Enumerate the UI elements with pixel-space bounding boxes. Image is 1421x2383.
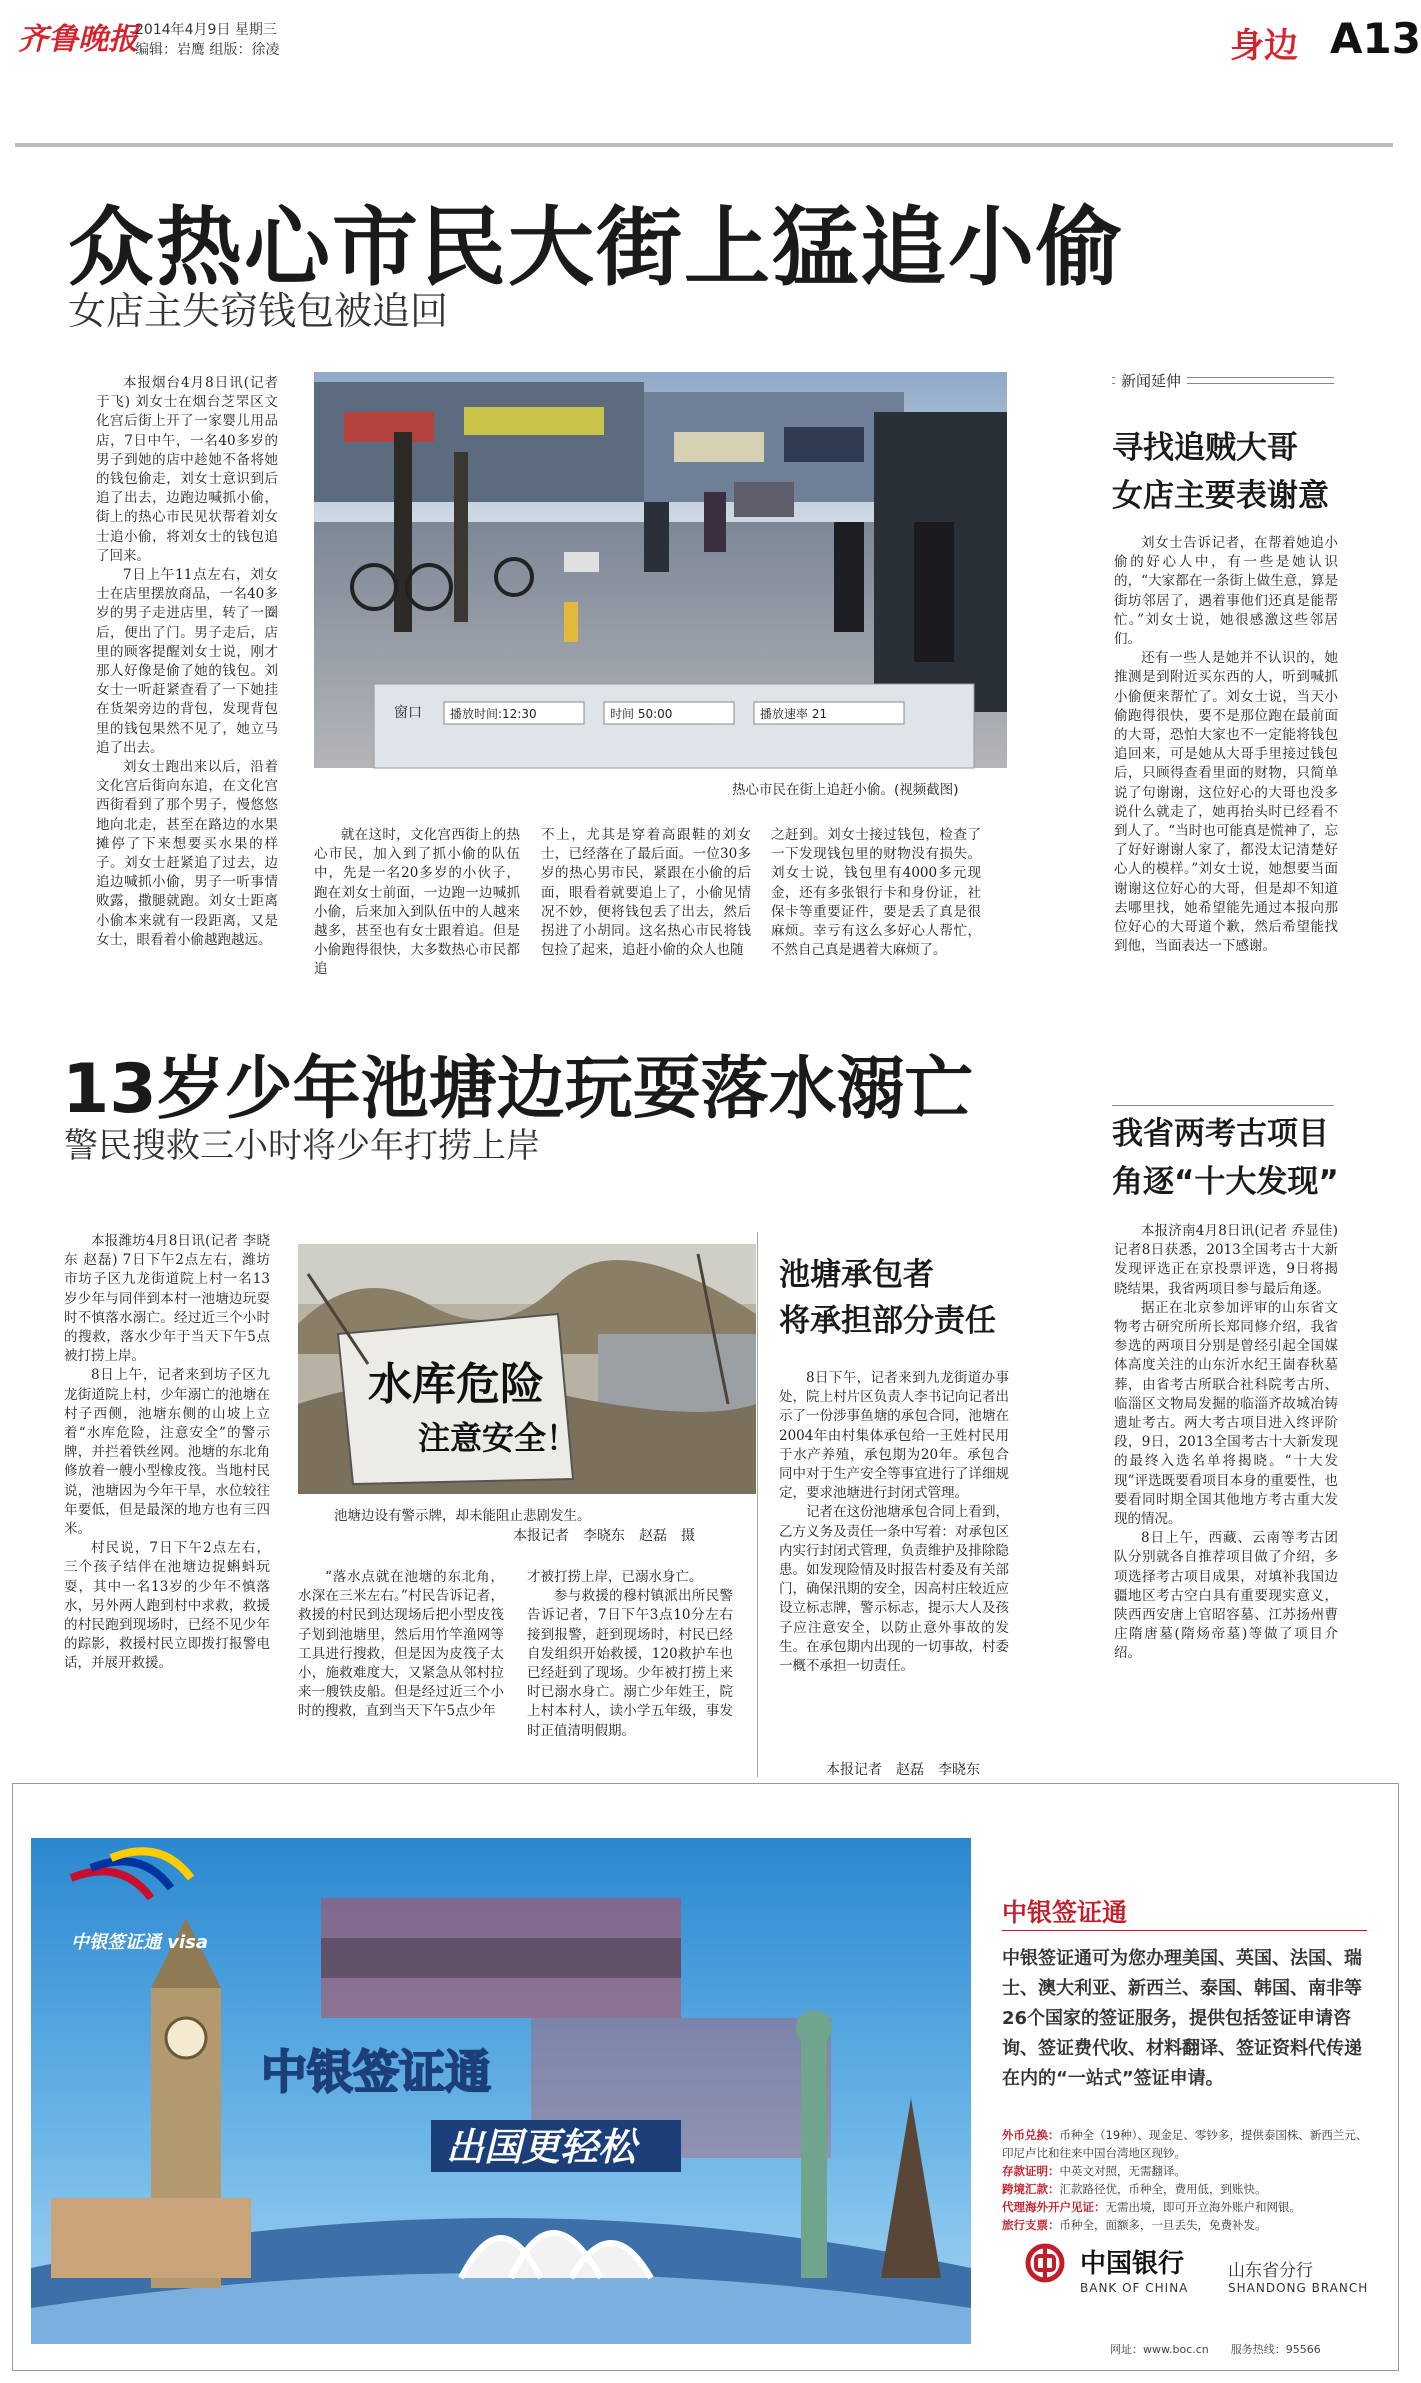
service-value: 汇款路径优，币种全，费用低，到账快。 xyxy=(1059,2182,1267,2196)
paragraph: 不上，尤其是穿着高跟鞋的刘女士，已经落在了最后面。一位30多岁的热心男市民，紧跟在小偷的后面，眼看着就要追上了，小偷见情况不妙，便将钱包丢了出去，然后拐进了小胡同。这名热心市民将钱包捡了起来，追赶小偷的众人也随 xyxy=(541,827,751,959)
article2-col3 xyxy=(527,1568,733,1778)
street-chase-video-still xyxy=(314,372,1007,768)
bank-name-en: BANK OF CHINA xyxy=(1080,2281,1189,2295)
branch-name-en: SHANDONG BRANCH xyxy=(1228,2281,1369,2295)
service-item xyxy=(1002,2180,1372,2198)
headline-line: 角逐“十大发现” xyxy=(1112,1164,1339,1200)
paragraph: 刘女士告诉记者，在帮着她追小偷的好心人中，有一些是她认识的，“大家都在一条街上做生意，算是街坊邻居了，遇着事他们还真是能帮忙。”刘女士说，她很感激这些邻居们。 xyxy=(1114,535,1338,648)
headline-line: 寻找追贼大哥 xyxy=(1112,430,1298,466)
paragraph: 之赶到。刘女士接过钱包，检查了一下发现钱包里的财物没有损失。刘女士说，钱包里有4000多元现金，还有多张银行卡和身份证，社保卡等重要证件，要是丢了真是很麻烦。幸亏有这么多好心人帮忙，不然自己真是遇着大麻烦了。 xyxy=(771,827,981,959)
paragraph: 8日上午，西藏、云南等考古团队分别就各自推荐项目做了介绍，多项选择考古项目成果，对填补我国边疆地区考古空白具有重要现实意义，陕西西安唐上官昭容墓、江苏扬州曹庄隋唐墓(隋炀帝墓)等做了项目介绍。 xyxy=(1114,1530,1338,1662)
branch-name-cn: 山东省分行 xyxy=(1228,2261,1313,2281)
pond-box-credit: 本报记者 赵磊 李晓东 xyxy=(826,1762,980,1778)
bank-of-china-logo-icon xyxy=(1025,2243,1065,2283)
paragraph: 还有一些人是她并不认识的，她推测是到附近买东西的人，听到喊抓小偷便来帮忙了。刘女士说，当天小偷跑得很快，要不是那位跑在最前面的大哥，恐怕大家也不一定能将钱包追回来，可是她从大哥手里接过钱包后，只顾得查看里面的财物，只简单说了句谢谢，这位好心的大哥也没多说什么就走了，她再抬头时已经看不到人了。“当时也可能真是慌神了，忘了好好谢谢人家了，都没太记清楚好心人的模样。”刘女士说，她想要当面谢谢这位好心的大哥，但是却不知道去哪里找，她希望能先通过本报向那位好心的大哥道个歉，然后希望能找到他，当面表达一下感谢。 xyxy=(1114,650,1338,955)
ad-title-rule xyxy=(1002,1930,1367,1931)
service-item xyxy=(1002,2216,1372,2234)
paragraph: 8日下午，记者来到九龙街道办事处，院上村片区负责人李书记向记者出示了一份涉事鱼塘的承包合同，池塘在2004年由村集体承包给一王姓村民用于水产养殖，承包期为20年。承包合同中对于生产安全等事宜进行了详细规定，要求池塘进行封闭式管理。 xyxy=(779,1370,1009,1502)
warning-sign-text: 水库危险 xyxy=(368,1359,544,1410)
paragraph: 本报烟台4月8日讯(记者 于飞) 刘女士在烟台芝罘区文化宫后街上开了一家婴儿用品店，7日中午，一名40多岁的男子到她的店中趁她不备将她的钱包偷走，刘女士意识到后追了出去，边跑边喊抓小偷，街上的热心市民见状帮着刘女士追小偷，将刘女士的钱包追了回来。 xyxy=(96,375,278,564)
editors-line: 编辑：岩鹰 组版：徐凌 xyxy=(135,42,280,58)
paragraph: 本报济南4月8日讯(记者 乔显佳) 记者8日获悉，2013全国考古十大新发现评选正在京投票评选，9日将揭晓结果，我省两项目参与最后角逐。 xyxy=(1114,1223,1338,1297)
article2-photo-credit: 本报记者 李晓东 赵磊 摄 xyxy=(513,1528,695,1544)
sidebar2-headline xyxy=(1112,1110,1339,1206)
sidebar2-top-rule xyxy=(1112,1105,1334,1106)
ad-brand-small: 中银签证通 visa xyxy=(71,1932,209,1953)
article1-col1 xyxy=(96,374,278,992)
article1-col4 xyxy=(771,826,981,996)
ad-services-list xyxy=(1002,2126,1372,2234)
page-number: A13 xyxy=(1330,14,1421,63)
sidebar1-headline xyxy=(1112,424,1329,520)
article2-col2 xyxy=(298,1568,504,1778)
sidebar1-body xyxy=(1114,534,1338,1059)
headline-line: 女店主要表谢意 xyxy=(1112,478,1329,514)
service-item xyxy=(1002,2198,1372,2216)
photo-ui-text: 时间 50:00 xyxy=(610,707,673,721)
article1-photo-caption: 热心市民在街上追赶小偷。(视频截图) xyxy=(732,782,959,798)
article2-photo-caption: 池塘边设有警示牌，却未能阻止悲剧发生。 xyxy=(334,1508,591,1524)
bank-name-cn: 中国银行 xyxy=(1080,2249,1185,2279)
photo-ui-text: 窗口 xyxy=(394,705,422,721)
newspaper-logo: 齐鲁晚报 xyxy=(18,22,138,57)
paragraph: 才被打捞上岸，已溺水身亡。 xyxy=(527,1569,703,1585)
masthead-rule xyxy=(15,143,1393,147)
ad-slogan-main: 中银签证通 xyxy=(261,2045,491,2099)
service-key: 旅行支票： xyxy=(1002,2218,1060,2232)
service-value: 币种全，面额多，一旦丢失，免费补发。 xyxy=(1059,2218,1267,2232)
paragraph: 参与救援的穆村镇派出所民警告诉记者，7日下午3点10分左右接到报警，赶到现场时，村民已经自发组织开始救援，120救护车也已经赶到了现场。少年被打捞上来时已溺水身亡。溺亡少年姓王，院上村本村人，读小学五年级，事发时正值清明假期。 xyxy=(527,1588,733,1739)
article2-subhead: 警民搜救三小时将少年打捞上岸 xyxy=(64,1126,540,1166)
service-value: 币种全（19种）、现金足、零钞多，提供泰国株、新西兰元、印尼卢比和往来中国台湾地区现钞。 xyxy=(1002,2128,1368,2160)
paragraph: 7日上午11点左右，刘女士在店里摆放商品，一名40多岁的男子走进店里，转了一圈后，便出了门。男子走后，店里的顾客提醒刘女士说，刚才那人好像是偷了她的钱包。刘女士一听赶紧查看了一下她挂在货架旁边的背包，发现背包里的钱包果然不见了，她立马追了出去。 xyxy=(96,567,278,756)
sidebar2-body xyxy=(1114,1222,1338,1767)
ad-footer-contact: 网址：www.boc.cn 服务热线：95566 xyxy=(1110,2343,1321,2356)
paragraph: “落水点就在池塘的东北角，水深在三米左右。”村民告诉记者，救援的村民到达现场后把小型皮筏子划到池塘里，然后用竹竿渔网等工具进行搜救，但是因为皮筏子太小，施救难度大，又紧急从邻村拉来一艘铁皮船。但是经过近三个小时的搜救，直到当天下午5点少年 xyxy=(298,1569,504,1720)
paragraph: 就在这时，文化宫西街上的热心市民，加入到了抓小偷的队伍中，先是一名20多岁的小伙子，跑在刘女士前面，一边跑一边喊抓小偷，后来加入到队伍中的人越来越多，甚至也有女士跟着追。但是小偷跑得很快，大多数热心市民都追 xyxy=(314,827,520,978)
paragraph: 8日上午，记者来到坊子区九龙街道院上村，少年溺亡的池塘在村子西侧，池塘东侧的山坡上立着“水库危险，注意安全”的警示牌，并拦着铁丝网。池塘的东北角修放着一艘小型橡皮筏。当地村民说，池塘因为今年干旱，水位较往年要低，但是最深的地方也有三四米。 xyxy=(64,1367,270,1538)
ad-visual xyxy=(31,1838,971,2344)
article2-photo xyxy=(298,1244,756,1494)
article1-photo xyxy=(314,372,1007,768)
article2-headline: 13岁少年池塘边玩耍落水溺亡 xyxy=(62,1050,973,1129)
headline-line: 将承担部分责任 xyxy=(779,1303,996,1339)
service-key: 跨境汇款： xyxy=(1002,2182,1060,2196)
issue-info xyxy=(135,20,279,60)
paragraph: 刘女士跑出来以后，沿着文化宫后街向东追，在文化宫西街看到了那个男子，慢悠悠地向北走，甚至在路边的水果摊停了下来想要买水果的样子。刘女士赶紧追了过去，边追边喊抓小偷，男子一听事情败露，撒腿就跑。刘女士距离小偷本来就有一段距离，又是女士，眼看着小偷越跑越远。 xyxy=(96,759,278,948)
ad-slogan-sub: 出国更轻松 xyxy=(446,2125,637,2169)
travel-landmarks-illustration xyxy=(31,1838,971,2344)
sidebar-label: 新闻延伸 xyxy=(1115,370,1187,391)
paragraph: 村民说，7日下午2点左右，三个孩子结伴在池塘边捉蝌蚪玩耍，其中一名13岁的少年不慎落水，另外两人跑到村中求救，救援的村民跑到现场时，已经不见少年的踪影，救援村民立即拨打报警电话，并展开救援。 xyxy=(64,1540,270,1672)
article1-col2 xyxy=(314,826,520,996)
pond-box-headline xyxy=(779,1252,996,1344)
service-item xyxy=(1002,2162,1372,2180)
pond-box-body xyxy=(779,1369,1009,1759)
service-value: 无需出境，即可开立海外账户和网银。 xyxy=(1105,2200,1301,2214)
pond-warning-sign-photo xyxy=(298,1244,756,1494)
warning-sign-text: 注意安全！ xyxy=(418,1419,579,1457)
service-key: 外币兑换： xyxy=(1002,2128,1060,2142)
article1-headline: 众热心市民大街上猛追小偷 xyxy=(68,198,1124,298)
issue-date: 2014年4月9日 星期三 xyxy=(135,22,277,38)
ad-title: 中银签证通 xyxy=(1002,1898,1128,1927)
headline-line: 我省两考古项目 xyxy=(1112,1116,1329,1152)
service-item xyxy=(1002,2126,1372,2162)
photo-ui-text: 播放时间:12:30 xyxy=(450,707,537,721)
service-key: 代理海外开户见证： xyxy=(1002,2200,1106,2214)
ad-description: 中银签证通可为您办理美国、英国、法国、瑞士、澳大利亚、新西兰、泰国、韩国、南非等26个国家的签证服务，提供包括签证申请咨询、签证费代收、材料翻译、签证资料代传递在内的“一站式”签证申请。 xyxy=(1002,1948,1362,2089)
section-name: 身边 xyxy=(1230,26,1298,66)
pond-box-border xyxy=(757,1232,758,1777)
photo-ui-text: 播放速率 21 xyxy=(760,707,828,721)
article1-subhead: 女店主失窃钱包被追回 xyxy=(68,289,449,333)
headline-line: 池塘承包者 xyxy=(779,1257,934,1293)
article1-col3 xyxy=(541,826,751,996)
article2-col1 xyxy=(64,1232,270,1780)
paragraph: 记者在这份池塘承包合同上看到，乙方义务及责任一条中写着：对承包区内实行封闭式管理，负责维护及排除隐患。如发现险情及时报告村委及有关部门，确保汛期的安全，因高村庄较近应设立标志牌，警示标志，提示大人及孩子应注意安全，以防止意外事故的发生。在承包期内出现的一切事故，村委一概不承担一切责任。 xyxy=(779,1504,1009,1675)
paragraph: 本报潍坊4月8日讯(记者 李晓东 赵磊) 7日下午2点左右，潍坊市坊子区九龙街道院上村一名13岁少年与同伴到本村一池塘边玩耍时不慎落水溺亡。经过近三个小时的搜救，落水少年于当天下午5点被打捞上岸。 xyxy=(64,1233,270,1365)
service-key: 存款证明： xyxy=(1002,2164,1060,2178)
service-value: 中英文对照，无需翻译。 xyxy=(1059,2164,1186,2178)
paragraph: 据正在北京参加评审的山东省文物考古研究所所长郑同修介绍，我省参选的两项目分别是曾经引起全国媒体高度关注的山东沂水纪王崮春秋墓葬，由省考古所联合社科院考古所、临淄区文物局发掘的临淄齐故城冶铸遗址考古。两大考古项目进入终评阶段，9日，2013全国考古十大新发现的最终入选名单将揭晓。“十大发现”评选既要看项目本身的重要性，也要看同时期全国其他地方考古重大发现的情况。 xyxy=(1114,1299,1338,1528)
